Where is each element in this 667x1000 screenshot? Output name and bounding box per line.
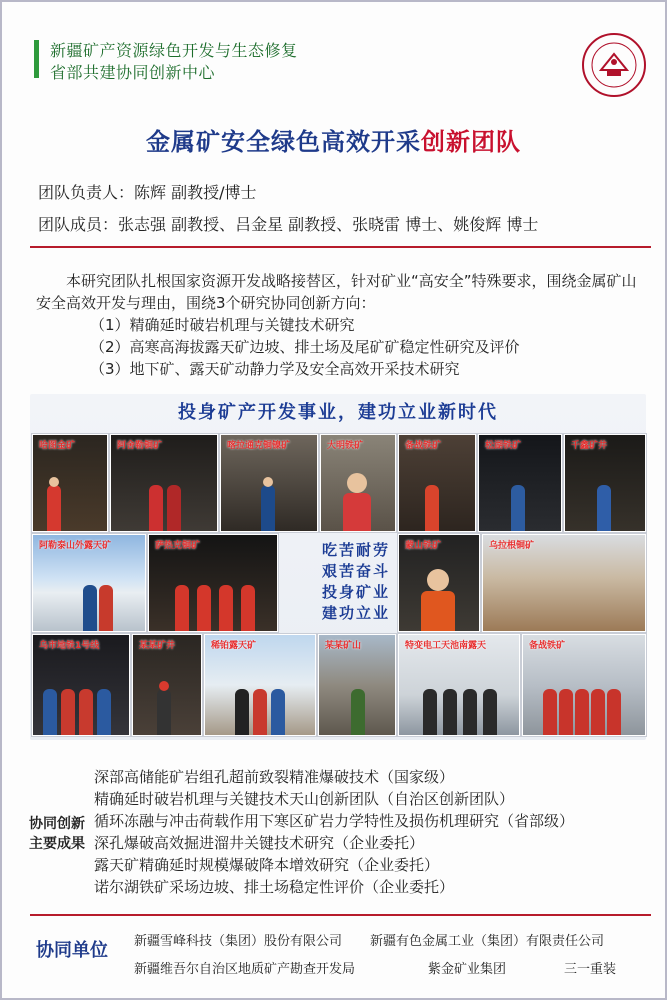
university-seal-icon <box>581 32 647 98</box>
gallery-photo <box>522 634 646 736</box>
partners-label: 协同单位 <box>36 940 108 961</box>
photo-caption: 某某矿山 <box>325 641 362 651</box>
gallery-photo <box>482 534 646 632</box>
gallery-photo <box>478 434 562 532</box>
gallery-photo <box>398 434 476 532</box>
org-name-line2: 省部共建协同创新中心 <box>50 63 216 82</box>
achievement-item: 精确延时破岩机理与关键技术天山创新团队（自治区创新团队） <box>94 790 515 808</box>
photo-caption: 阿舍勒铜矿 <box>117 441 163 451</box>
achievement-item: 诺尔湖铁矿采场边坡、排土场稳定性评价（企业委托） <box>94 878 455 896</box>
worker-figure <box>351 689 365 735</box>
gallery-photo <box>220 434 318 532</box>
worker-figure <box>423 689 437 735</box>
gallery-title: 投身矿产开发事业，建功立业新时代 <box>178 402 498 423</box>
worker-figure <box>463 689 477 735</box>
intro-paragraph: 本研究团队扎根国家资源开发战略接替区，针对矿业“高安全”特殊要求，围绕金属矿山安全高效开发与理由，围绕3个研究协同创新方向： <box>36 272 637 312</box>
title-main: 金属矿安全绿色高效开采 <box>146 128 421 156</box>
gallery-photo <box>564 434 646 532</box>
worker-head <box>263 477 273 487</box>
photo-caption: 大明铁矿 <box>327 441 364 451</box>
photo-caption: 某某矿井 <box>139 641 176 651</box>
research-direction-1: （1）精确延时破岩机理与关键技术研究 <box>90 316 355 334</box>
slogan-line-1: 吃苦耐劳 <box>321 541 390 559</box>
gallery-photo <box>32 434 108 532</box>
worker-figure <box>97 689 111 735</box>
gallery-photo <box>398 634 520 736</box>
team-leader: 团队负责人：陈辉 副教授/博士 <box>38 183 257 202</box>
worker-figure <box>197 585 211 631</box>
page-title <box>2 122 665 157</box>
gallery-photo <box>318 634 396 736</box>
research-direction-2: （2）高寒高海拔露天矿边坡、排土场及尾矿矿稳定性研究及评价 <box>90 338 520 356</box>
worker-head <box>347 473 367 493</box>
worker-figure <box>219 585 233 631</box>
worker-figure <box>559 689 573 735</box>
gallery-photo <box>148 534 278 632</box>
divider-bottom <box>30 914 651 916</box>
worker-figure <box>61 689 75 735</box>
divider-top <box>30 246 651 248</box>
slogan-line-2: 艰苦奋斗 <box>321 562 390 580</box>
photo-caption: 乌拉根铜矿 <box>489 541 535 551</box>
achievements-label <box>22 814 92 854</box>
gallery-photo <box>32 634 130 736</box>
photo-caption: 蒙山铁矿 <box>405 541 442 551</box>
photo-caption: 喀拉通克铜镍矿 <box>227 441 291 451</box>
photo-caption: 阿勒泰山外露天矿 <box>39 541 112 551</box>
worker-figure <box>483 689 497 735</box>
partner-item: 新疆雪峰科技（集团）股份有限公司 <box>134 934 343 949</box>
worker-figure <box>597 485 611 531</box>
photo-caption: 备战铁矿 <box>529 641 566 651</box>
photo-caption: 备战铁矿 <box>405 441 442 451</box>
slogan <box>302 540 410 624</box>
achievements-label-line2: 主要成果 <box>29 836 85 852</box>
achievement-item: 深部高储能矿岩组孔超前致裂精准爆破技术（国家级） <box>94 768 455 786</box>
gallery-photo <box>32 534 146 632</box>
worker-figure <box>235 689 249 735</box>
photo-caption: 哈图金矿 <box>39 441 76 451</box>
worker-figure <box>47 485 61 531</box>
worker-figure <box>443 689 457 735</box>
achievement-item: 循环冻融与冲击荷载作用下寒区矿岩力学特性及损伤机理研究（省部级） <box>94 812 575 830</box>
partner-item: 新疆有色金属工业（集团）有限责任公司 <box>370 934 605 949</box>
worker-figure <box>83 585 97 631</box>
worker-figure <box>607 689 621 735</box>
worker-head <box>427 569 449 591</box>
worker-figure <box>149 485 163 531</box>
partner-item: 三一重装 <box>564 962 617 977</box>
team-members: 团队成员：张志强 副教授、吕金星 副教授、张晓雷 博士、姚俊辉 博士 <box>38 215 539 234</box>
worker-figure <box>343 493 371 531</box>
photo-caption: 千鑫矿井 <box>571 441 608 451</box>
gallery-photo <box>110 434 218 532</box>
worker-figure <box>175 585 189 631</box>
achievements-label-line1: 协同创新 <box>29 816 85 832</box>
worker-figure <box>43 689 57 735</box>
worker-figure <box>543 689 557 735</box>
worker-figure <box>421 591 455 631</box>
achievement-item: 露天矿精确延时规模爆破降本增效研究（企业委托） <box>94 856 440 874</box>
slogan-line-3: 投身矿业 <box>321 583 390 601</box>
worker-figure <box>157 689 171 735</box>
header-accent-bar <box>34 40 39 78</box>
achievement-item: 深孔爆破高效掘进溜井关键技术研究（企业委托） <box>94 834 425 852</box>
partner-item: 紫金矿业集团 <box>428 962 507 977</box>
worker-figure <box>511 485 525 531</box>
intro-section <box>36 270 646 380</box>
photo-caption: 萨热克铜矿 <box>155 541 201 551</box>
worker-figure <box>167 485 181 531</box>
gallery-photo <box>204 634 316 736</box>
research-direction-3: （3）地下矿、露天矿动静力学及安全高效开采技术研究 <box>90 360 460 378</box>
worker-figure <box>591 689 605 735</box>
title-accent: 创新团队 <box>421 128 521 156</box>
gallery-photo <box>132 634 202 736</box>
photo-gallery <box>30 394 646 740</box>
gallery-photo <box>320 434 396 532</box>
org-name-line1: 新疆矿产资源绿色开发与生态修复 <box>50 41 298 60</box>
worker-figure <box>99 585 113 631</box>
gallery-photo <box>398 534 480 632</box>
achievements-list <box>94 766 574 898</box>
worker-figure <box>575 689 589 735</box>
photo-caption: 乌市地铁1号线 <box>39 641 100 651</box>
photo-caption: 稀铂露天矿 <box>211 641 257 651</box>
worker-head <box>49 477 59 487</box>
worker-figure <box>79 689 93 735</box>
slogan-line-4: 建功立业 <box>321 604 390 622</box>
worker-figure <box>425 485 439 531</box>
photo-caption: 特变电工天池南露天 <box>405 641 487 651</box>
worker-figure <box>241 585 255 631</box>
worker-figure <box>261 485 275 531</box>
photo-caption: 松湖铁矿 <box>485 441 522 451</box>
worker-figure <box>271 689 285 735</box>
partner-item: 新疆维吾尔自治区地质矿产勘查开发局 <box>134 962 356 977</box>
worker-helmet <box>159 681 169 691</box>
worker-figure <box>253 689 267 735</box>
